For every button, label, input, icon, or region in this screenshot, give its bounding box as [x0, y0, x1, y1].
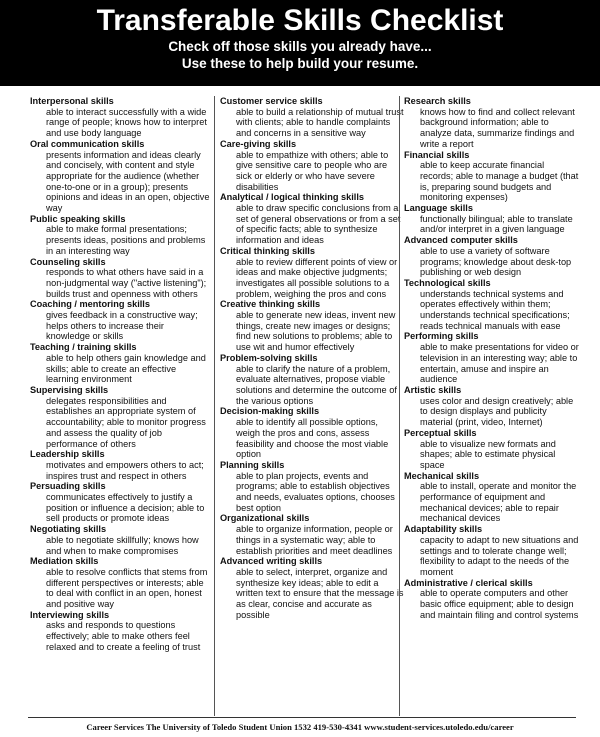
- skill-item: [220, 96, 404, 139]
- skill-item: [404, 150, 579, 204]
- skill-description: able to visualize new formats and shapes; able to estimate physical space: [420, 438, 556, 470]
- footer-divider: [28, 717, 576, 718]
- skill-description: able to generate new ideas, invent new things, create new images or designs; find new solutions to problems; able to use wit and humor effectively: [236, 310, 396, 353]
- skill-name: Oral communication skills: [30, 138, 145, 149]
- skill-item: [30, 96, 210, 139]
- skill-name: Analytical / logical thinking skills: [220, 192, 364, 203]
- skill-item: [404, 278, 579, 332]
- skill-name: Leadership skills: [30, 449, 105, 460]
- skill-item: [404, 235, 579, 278]
- skill-name: Interpersonal skills: [30, 96, 114, 106]
- skill-name: Public speaking skills: [30, 213, 126, 224]
- skill-name: Critical thinking skills: [220, 245, 315, 256]
- skill-item: [404, 331, 579, 385]
- skill-item: [404, 385, 579, 428]
- skill-name: Negotiating skills: [30, 524, 107, 535]
- skill-name: Counseling skills: [30, 256, 106, 267]
- skill-item: [220, 353, 404, 407]
- skill-item: [220, 192, 404, 246]
- skills-column-2: [214, 96, 404, 716]
- skill-name: Problem-solving skills: [220, 352, 318, 363]
- skill-item: [404, 96, 579, 150]
- skill-description: able to use a variety of software programs; knowledge about desk-top publishing or web design: [420, 245, 572, 278]
- skill-item: [220, 406, 404, 460]
- subtitle-line-2: Use these to help build your resume.: [181, 56, 419, 71]
- skill-description: uses color and design creatively; able to design displays and publicity material (print, video, Internet): [420, 395, 574, 428]
- page-footer: Career Services The University of Toledo Student Union 1532 419-530-4341 www.student-services.utoledo.edu/career: [86, 722, 514, 732]
- skill-name: Supervising skills: [30, 384, 109, 395]
- skill-description: capacity to adapt to new situations and settings and to tolerate change well; flexibility to adapt to the needs of the moment: [420, 534, 579, 577]
- skills-columns: [0, 96, 600, 716]
- skill-description: able to resolve conflicts that stems from different perspectives or interests; able to deal with conflict in an open, honest and positive way: [46, 566, 208, 610]
- skill-name: Advanced writing skills: [220, 556, 323, 567]
- skill-name: Persuading skills: [30, 481, 106, 492]
- skill-name: Teaching / training skills: [30, 342, 137, 353]
- page-title: Transferable Skills Checklist: [96, 4, 504, 37]
- skill-item: [404, 428, 579, 471]
- skill-name: Administrative / clerical skills: [404, 577, 533, 588]
- skill-item: [30, 449, 210, 481]
- skill-item: [30, 556, 210, 610]
- skill-description: asks and responds to questions effectively; able to make others feel relaxed and to create a feeling of trust: [46, 620, 201, 652]
- skill-description: able to operate computers and other basic office equipment; able to design and maintain filing and control systems: [420, 588, 579, 620]
- skill-name: Coaching / mentoring skills: [30, 299, 150, 310]
- skill-name: Decision-making skills: [220, 406, 320, 417]
- skill-item: [30, 610, 210, 653]
- skill-item: [30, 524, 210, 556]
- skill-description: able to plan projects, events and programs; able to establish objectives and needs, evaluates options, chooses best option: [236, 470, 395, 513]
- skill-item: [30, 299, 210, 342]
- skill-name: Customer service skills: [220, 96, 323, 106]
- skill-name: Artistic skills: [404, 384, 462, 395]
- skill-description: able to make formal presentations; presents ideas, positions and problems in an interesting way: [46, 224, 206, 256]
- skill-name: Adaptability skills: [404, 524, 483, 535]
- skill-description: gives feedback in a constructive way; helps others to increase their knowledge or skills: [46, 310, 198, 342]
- skill-item: [220, 246, 404, 300]
- skill-description: able to identify all possible options, weigh the pros and cons, assess feasibility and choose the most viable option: [236, 417, 389, 460]
- skills-column-1: [30, 96, 210, 716]
- skill-description: able to help others gain knowledge and skills; able to create an effective learning environment: [46, 352, 206, 385]
- skill-item: [404, 203, 579, 235]
- skill-description: able to install, operate and monitor the performance of equipment and mechanical devices; able to repair mechanical devices: [420, 481, 577, 524]
- skill-name: Interviewing skills: [30, 609, 110, 620]
- skill-description: able to select, interpret, organize and synthesize key ideas; able to edit a written text to ensure that the message is as clear, concise and accurate as possible: [236, 566, 404, 620]
- skill-description: knows how to find and collect relevant background information; able to analyze data, summarize findings and write a report: [420, 106, 575, 149]
- skill-description: able to clarify the nature of a problem, evaluate alternatives, propose viable solutions and determine the outcome of the various options: [236, 363, 397, 406]
- skill-name: Mechanical skills: [404, 470, 480, 481]
- skill-description: motivates and empowers others to act; inspires trust and respect in others: [46, 459, 204, 481]
- skill-item: [220, 513, 404, 556]
- skill-name: Creative thinking skills: [220, 299, 321, 310]
- skill-description: delegates responsibilities and establishes an appropriate system of accountability; able to monitor progress and assess the quality of job performance of others: [46, 395, 206, 449]
- skill-description: able to empathize with others; able to give sensitive care to people who are sick or elderly or who have severe disabilities: [236, 149, 389, 192]
- skill-name: Language skills: [404, 203, 473, 214]
- skill-item: [30, 481, 210, 524]
- skill-description: able to review different points of view or ideas and make objective judgments; investigates all possible solutions to a problem, weighing the pros and cons: [236, 256, 398, 299]
- skill-item: [30, 214, 210, 257]
- skill-item: [220, 139, 404, 193]
- skill-name: Mediation skills: [30, 556, 99, 567]
- skill-description: able to interact successfully with a wide range of people; knows how to interpret and use body language: [46, 106, 207, 139]
- skill-name: Advanced computer skills: [404, 235, 518, 246]
- skill-item: [220, 556, 404, 620]
- skill-name: Planning skills: [220, 459, 285, 470]
- skill-description: able to negotiate skillfully; knows how and when to make compromises: [46, 534, 199, 556]
- skill-item: [30, 139, 210, 214]
- skill-item: [404, 471, 579, 525]
- skill-description: functionally bilingual; able to translate and/or interpret in a given language: [420, 213, 573, 235]
- page-header: [0, 0, 600, 86]
- skill-item: [30, 385, 210, 449]
- skill-item: [404, 578, 579, 621]
- skill-name: Performing skills: [404, 331, 479, 342]
- skill-item: [220, 299, 404, 353]
- skill-item: [30, 342, 210, 385]
- skills-column-3: [399, 96, 579, 716]
- skill-item: [220, 460, 404, 514]
- skill-description: communicates effectively to justify a position or influence a decision; able to sell products or promote ideas: [46, 492, 205, 524]
- skill-description: able to draw specific conclusions from a set of general observations or from a set of specific facts; able to synthesize information and ideas: [236, 203, 401, 246]
- skill-name: Technological skills: [404, 277, 491, 288]
- skill-description: able to organize information, people or things in a systematic way; able to establish priorities and meet deadlines: [236, 524, 393, 556]
- skill-name: Research skills: [404, 96, 471, 106]
- skill-name: Perceptual skills: [404, 427, 477, 438]
- skill-description: able to keep accurate financial records; able to manage a budget (that is, preparing sound budgets and monitoring expenses): [420, 160, 579, 203]
- skill-name: Care-giving skills: [220, 138, 297, 149]
- skill-description: able to make presentations for video or television in an interesting way; able to entertain, amuse and inspire an audience: [420, 342, 579, 385]
- skill-item: [30, 257, 210, 300]
- skill-name: Organizational skills: [220, 513, 310, 524]
- skill-description: understands technical systems and operates effectively within them; understands technical specifications; reads technical manuals with ease: [420, 288, 570, 331]
- skill-description: responds to what others have said in a non-judgmental way ("active listening"); builds trust and openness with others: [46, 267, 207, 299]
- skill-description: able to build a relationship of mutual trust with clients; able to handle complaints and concerns in a sensitive way: [236, 106, 404, 139]
- subtitle-line-1: Check off those skills you already have...: [168, 39, 432, 54]
- skill-item: [404, 524, 579, 578]
- skill-description: presents information and ideas clearly and concisely, with content and style appropriate for the audience (whether one-to-one or in a group); presents opinions and ideas in an open, objective way: [46, 149, 210, 214]
- skill-name: Financial skills: [404, 149, 470, 160]
